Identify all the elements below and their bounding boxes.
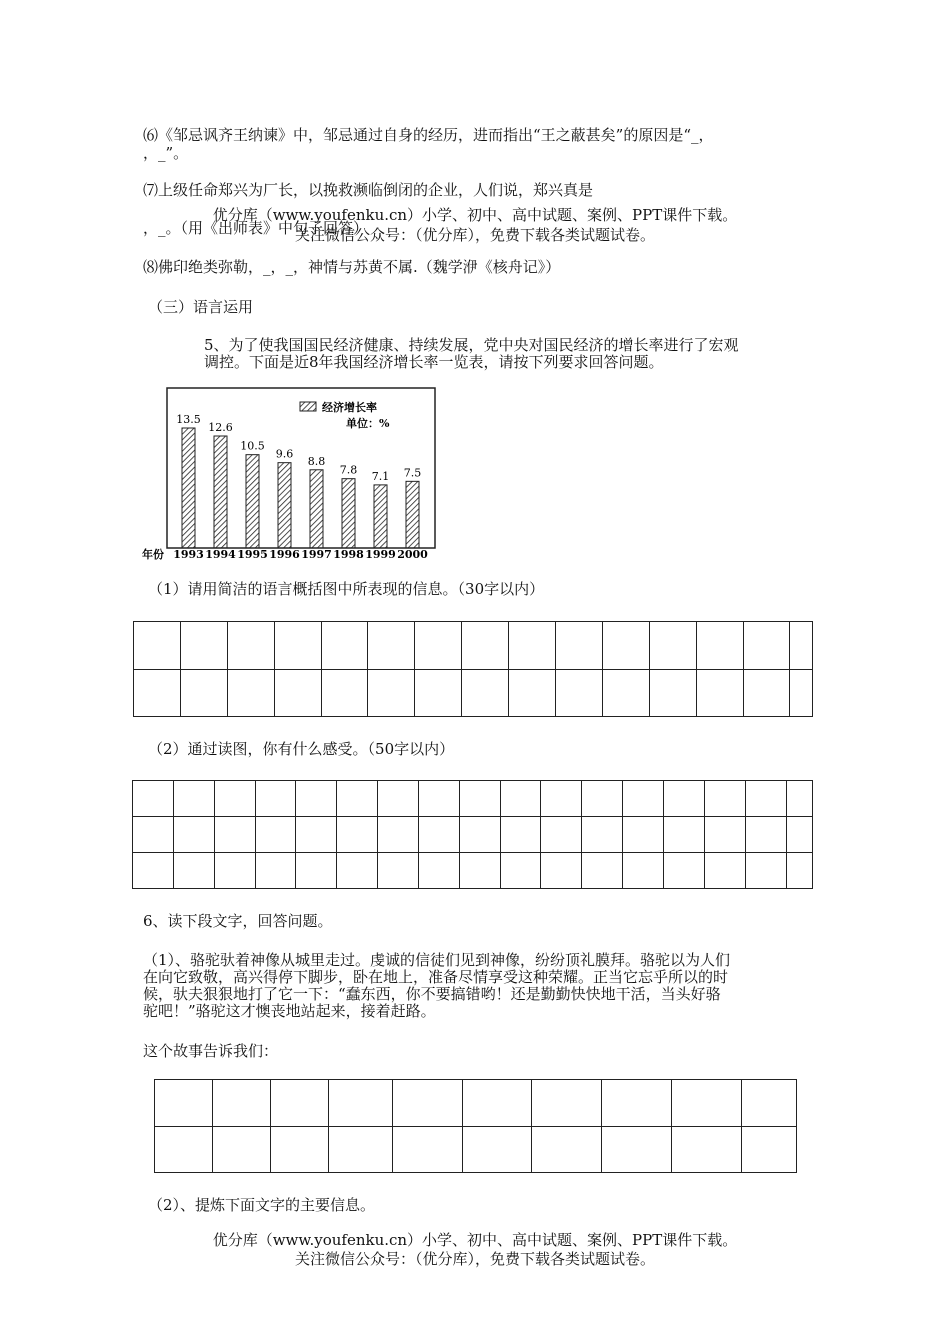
answer-cell[interactable] [173,853,214,889]
answer-cell[interactable] [663,817,704,853]
bar-1994 [214,436,227,548]
answer-cell[interactable] [213,1080,271,1127]
answer-cell[interactable] [741,1080,796,1127]
answer-cell[interactable] [214,817,255,853]
answer-cell[interactable] [133,853,174,889]
answer-cell[interactable] [532,1080,602,1127]
answer-cell[interactable] [696,622,743,670]
answer-cell[interactable] [415,669,462,717]
bar-1993 [182,428,195,548]
answer-grid-3 [154,1079,797,1173]
answer-cell[interactable] [321,669,368,717]
answer-cell[interactable] [743,622,790,670]
answer-cell[interactable] [786,853,813,889]
answer-cell[interactable] [556,622,603,670]
answer-cell[interactable] [704,817,745,853]
answer-cell[interactable] [255,853,296,889]
answer-cell[interactable] [329,1126,393,1173]
answer-cell[interactable] [180,669,227,717]
answer-cell[interactable] [173,781,214,817]
answer-cell[interactable] [392,1126,462,1173]
answer-cell[interactable] [337,853,378,889]
grid-row [133,817,813,853]
answer-cell[interactable] [745,781,786,817]
header-line-1: 优分库（www.youfenku.cn）小学、初中、高中试题、案例、PPT课件下载。 [212,206,738,224]
grid-row [133,781,813,817]
answer-cell[interactable] [134,622,181,670]
answer-cell[interactable] [623,817,664,853]
answer-cell[interactable] [672,1126,742,1173]
question-7-continuation: ，_。（用《出师表》中句子回答） [143,219,369,237]
unit-label: 单位：% [346,417,390,430]
grid-row [134,622,813,670]
question-6-continuation: ，_”。 [143,144,189,162]
answer-cell[interactable] [155,1126,213,1173]
answer-cell[interactable] [227,669,274,717]
grid-row [133,853,813,889]
answer-cell[interactable] [541,817,582,853]
answer-cell[interactable] [462,1126,532,1173]
value-label-1996: 9.6 [275,447,294,461]
answer-cell[interactable] [418,781,459,817]
answer-cell[interactable] [337,781,378,817]
grid-row [155,1080,797,1127]
answer-cell[interactable] [649,622,696,670]
answer-cell[interactable] [745,853,786,889]
tick-label-1997: 1997 [301,548,332,561]
growth-rate-chart [142,388,440,563]
answer-cell[interactable] [582,781,623,817]
answer-cell[interactable] [741,1126,796,1173]
question-7-line: ⑺上级任命郑兴为厂长，以挽救濒临倒闭的企业，人们说，郑兴真是 [143,181,594,199]
section-3-heading: （三）语言运用 [148,298,254,316]
answer-cell[interactable] [623,853,664,889]
passage-line: 候，驮夫狠狠地打了它一下：“蠢东西，你不要搞错哟！还是勤勤快快地干活，当头好骆 [143,985,721,1003]
answer-cell[interactable] [255,781,296,817]
question-6-2: （2）、提炼下面文字的主要信息。 [148,1196,376,1214]
bar-1996 [278,463,291,548]
answer-cell[interactable] [213,1126,271,1173]
passage [143,952,730,1020]
bar-1995 [246,455,259,548]
answer-cell[interactable] [392,1080,462,1127]
answer-cell[interactable] [296,853,337,889]
answer-cell[interactable] [509,622,556,670]
bar-1999 [374,485,387,548]
answer-cell[interactable] [704,781,745,817]
bar-2000 [406,481,419,548]
answer-cell[interactable] [368,622,415,670]
answer-cell[interactable] [623,781,664,817]
question-5-1: （1）请用简洁的语言概括图中所表现的信息。（30字以内） [148,580,545,598]
tick-label-2000: 2000 [397,548,428,561]
answer-cell[interactable] [582,817,623,853]
answer-cell[interactable] [500,853,541,889]
answer-cell[interactable] [418,853,459,889]
passage-line: 驼吧！”骆驼这才懊丧地站起来，接着赶路。 [143,1002,436,1020]
answer-cell[interactable] [556,669,603,717]
answer-cell[interactable] [602,669,649,717]
answer-cell[interactable] [274,669,321,717]
answer-cell[interactable] [602,622,649,670]
answer-cell[interactable] [133,817,174,853]
answer-cell[interactable] [415,622,462,670]
answer-cell[interactable] [459,853,500,889]
answer-cell[interactable] [500,817,541,853]
question-6-line: ⑹《邹忌讽齐王纳谏》中，邹忌通过自身的经历，进而指出“王之蔽甚矣”的原因是“_， [143,126,714,144]
answer-cell[interactable] [173,817,214,853]
answer-cell[interactable] [786,781,813,817]
answer-cell[interactable] [602,1126,672,1173]
answer-cell[interactable] [696,669,743,717]
value-label-1994: 12.6 [208,421,233,434]
answer-cell[interactable] [214,853,255,889]
answer-cell[interactable] [296,817,337,853]
tick-label-1994: 1994 [205,548,236,561]
grid-row [134,669,813,717]
answer-cell[interactable] [462,669,509,717]
answer-cell[interactable] [214,781,255,817]
answer-cell[interactable] [790,622,813,670]
question-5-line-1: 5、为了使我国国民经济健康、持续发展，党中央对国民经济的增长率进行了宏观 [204,336,739,354]
bar-1998 [342,479,355,548]
answer-cell[interactable] [378,817,419,853]
answer-cell[interactable] [378,781,419,817]
answer-cell[interactable] [500,781,541,817]
answer-cell[interactable] [274,622,321,670]
legend-label: 经济增长率 [322,401,377,414]
value-label-1997: 8.8 [307,454,326,468]
answer-cell[interactable] [663,781,704,817]
answer-cell[interactable] [378,853,419,889]
tick-label-1999: 1999 [365,548,396,561]
question-5-line-2: 调控。下面是近8年我国经济增长率一览表，请按下列要求回答问题。 [204,353,664,371]
value-label-1995: 10.5 [240,439,265,453]
answer-cell[interactable] [704,853,745,889]
answer-cell[interactable] [532,1126,602,1173]
answer-cell[interactable] [271,1126,329,1173]
tick-label-1993: 1993 [173,548,204,561]
answer-cell[interactable] [133,781,174,817]
footer-line-1: 优分库（www.youfenku.cn）小学、初中、高中试题、案例、PPT课件下载。 [212,1231,738,1249]
tick-label-1996: 1996 [269,548,300,561]
grid-row [155,1126,797,1173]
answer-cell[interactable] [155,1080,213,1127]
answer-cell[interactable] [582,853,623,889]
answer-cell[interactable] [255,817,296,853]
answer-cell[interactable] [418,817,459,853]
answer-cell[interactable] [459,781,500,817]
answer-grid-1 [133,621,813,717]
value-label-1993: 13.5 [176,413,201,426]
tick-label-1998: 1998 [333,548,364,561]
answer-cell[interactable] [321,622,368,670]
passage-line: （1）、骆驼驮着神像从城里走过。虔诚的信徒们见到神像，纷纷顶礼膜拜。骆驼以为人们 [143,951,731,969]
answer-cell[interactable] [134,669,181,717]
answer-cell[interactable] [271,1080,329,1127]
answer-cell[interactable] [337,817,378,853]
answer-cell[interactable] [663,853,704,889]
answer-cell[interactable] [296,781,337,817]
question-8-line: ⑻佛印绝类弥勒，_，_，神情与苏黄不属.（魏学洢《核舟记》） [143,258,561,276]
answer-cell[interactable] [509,669,556,717]
bar-1997 [310,470,323,548]
answer-cell[interactable] [745,817,786,853]
answer-cell[interactable] [743,669,790,717]
answer-cell[interactable] [790,669,813,717]
answer-cell[interactable] [541,853,582,889]
answer-cell[interactable] [462,622,509,670]
passage-line: 在向它致敬，高兴得停下脚步，卧在地上，准备尽情享受这种荣耀。正当它忘乎所以的时 [143,968,729,986]
header-line-2: 关注微信公众号：（优分库），免费下载各类试题试卷。 [294,226,655,244]
answer-cell[interactable] [368,669,415,717]
answer-grid-2 [132,780,813,889]
answer-cell[interactable] [786,817,813,853]
answer-cell[interactable] [227,622,274,670]
answer-cell[interactable] [462,1080,532,1127]
legend-swatch [300,402,316,411]
story-prompt: 这个故事告诉我们： [143,1042,279,1060]
answer-cell[interactable] [459,817,500,853]
question-5-2: （2）通过读图，你有什么感受。（50字以内） [148,740,455,758]
answer-cell[interactable] [672,1080,742,1127]
answer-cell[interactable] [329,1080,393,1127]
value-label-1998: 7.8 [339,463,358,477]
chart-frame [167,388,435,548]
tick-label-1995: 1995 [237,548,268,561]
value-label-1999: 7.1 [371,469,390,483]
value-label-2000: 7.5 [403,466,422,480]
answer-cell[interactable] [649,669,696,717]
question-6-title: 6、读下段文字，回答问题。 [143,912,333,930]
answer-cell[interactable] [602,1080,672,1127]
answer-cell[interactable] [541,781,582,817]
footer-line-2: 关注微信公众号：（优分库），免费下载各类试题试卷。 [294,1250,655,1268]
x-axis-label: 年份 [142,548,164,561]
answer-cell[interactable] [180,622,227,670]
